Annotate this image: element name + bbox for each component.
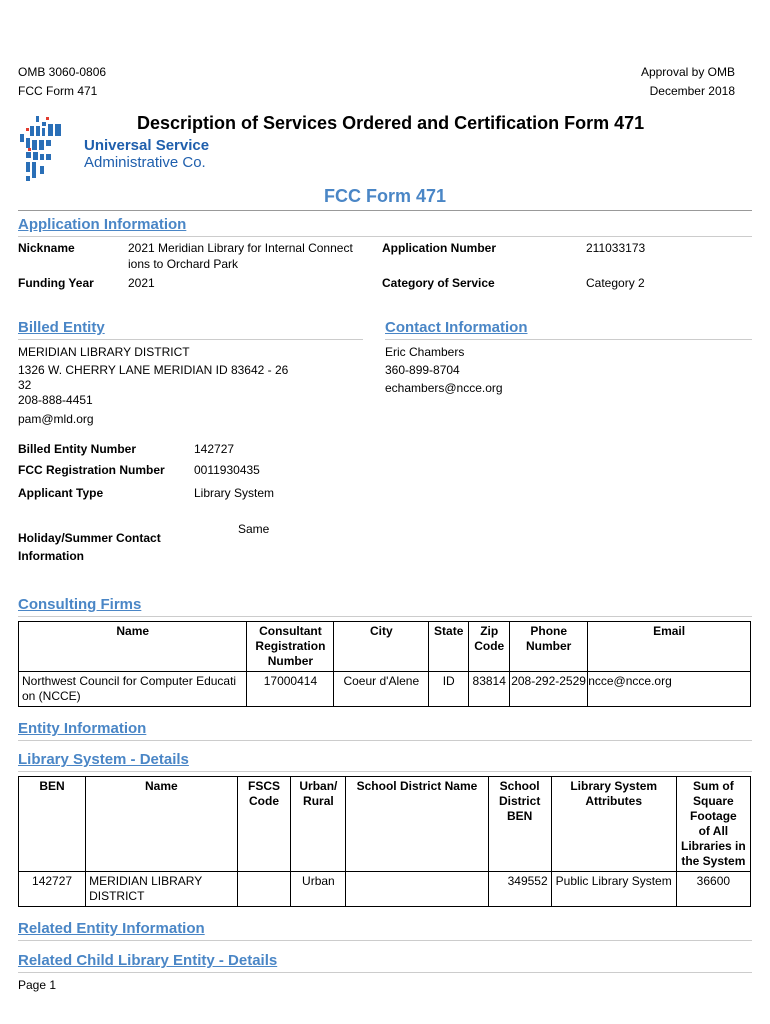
page-title: Description of Services Ordered and Certification Form 471 bbox=[137, 113, 645, 133]
col-urban-rural: Urban/ Rural bbox=[291, 777, 346, 872]
billed-entity-divider bbox=[18, 339, 363, 340]
funding-year-label: Funding Year bbox=[18, 276, 94, 290]
ben-value: 142727 bbox=[194, 442, 235, 456]
col-name: Name bbox=[19, 622, 247, 672]
col-ben: BEN bbox=[19, 777, 86, 872]
table-row bbox=[19, 872, 751, 907]
cell-phone: 208-292-2529 bbox=[510, 672, 588, 707]
cell-email: ncce@ncce.org bbox=[588, 672, 751, 707]
cell-library-name: MERIDIAN LIBRARY DISTRICT bbox=[86, 872, 237, 907]
application-heading: Application Information bbox=[18, 216, 187, 233]
col-school-district-name: School District Name bbox=[346, 777, 488, 872]
cell-zip: 83814 bbox=[469, 672, 510, 707]
col-phone: Phone Number bbox=[510, 622, 588, 672]
cell-name: Northwest Council for Computer Educati on (NCCE) bbox=[19, 672, 247, 707]
related-entity-heading: Related Entity Information bbox=[18, 920, 205, 937]
contact-email: echambers@ncce.org bbox=[385, 381, 503, 395]
billed-entity-name: MERIDIAN LIBRARY DISTRICT bbox=[18, 345, 190, 359]
entity-divider bbox=[18, 740, 752, 741]
col-city: City bbox=[334, 622, 429, 672]
billed-entity-email: pam@mld.org bbox=[18, 412, 94, 426]
nickname-value-l1: 2021 Meridian Library for Internal Connect bbox=[128, 241, 353, 255]
cell-square-footage: 36600 bbox=[676, 872, 750, 907]
ben-label: Billed Entity Number bbox=[18, 442, 137, 456]
holiday-contact-label-l1: Holiday/Summer Contact bbox=[18, 531, 161, 545]
library-system-divider bbox=[18, 771, 752, 772]
library-system-table bbox=[18, 776, 751, 907]
application-divider bbox=[18, 236, 752, 237]
cell-ben: 142727 bbox=[19, 872, 86, 907]
library-system-heading: Library System - Details bbox=[18, 751, 189, 768]
form-heading: FCC Form 471 bbox=[323, 186, 447, 206]
related-child-heading: Related Child Library Entity - Details bbox=[18, 952, 278, 969]
holiday-contact-value: Same bbox=[238, 522, 270, 536]
col-zip: Zip Code bbox=[469, 622, 510, 672]
funding-year-value: 2021 bbox=[128, 276, 155, 290]
col-fscs-code: FSCS Code bbox=[237, 777, 291, 872]
applicant-type-label: Applicant Type bbox=[18, 486, 104, 500]
billed-entity-address-l1: 1326 W. CHERRY LANE MERIDIAN ID 83642 - 26 bbox=[18, 363, 289, 377]
col-library-name: Name bbox=[86, 777, 237, 872]
billed-entity-heading: Billed Entity bbox=[18, 319, 105, 336]
nickname-label: Nickname bbox=[18, 241, 75, 255]
consulting-header-row bbox=[19, 622, 751, 672]
application-number-value: 211033173 bbox=[586, 241, 646, 255]
cell-city: Coeur d'Alene bbox=[334, 672, 429, 707]
related-entity-divider bbox=[18, 940, 752, 941]
entity-information-heading: Entity Information bbox=[18, 720, 147, 737]
cell-school-district-name bbox=[346, 872, 488, 907]
contact-heading: Contact Information bbox=[385, 319, 528, 336]
cell-school-district-ben: 349552 bbox=[488, 872, 551, 907]
col-state: State bbox=[429, 622, 469, 672]
fcc-registration-value: 0011930435 bbox=[194, 463, 260, 477]
table-row bbox=[19, 672, 751, 707]
omb-number: OMB 3060-0806 bbox=[18, 65, 107, 79]
logo-line1: Universal Service bbox=[84, 137, 210, 154]
billed-entity-address-l2: 32 bbox=[18, 378, 32, 392]
col-library-system-attributes: Library System Attributes bbox=[551, 777, 676, 872]
consulting-firms-table bbox=[18, 621, 751, 707]
cell-urban-rural: Urban bbox=[291, 872, 346, 907]
cell-fscs-code bbox=[237, 872, 291, 907]
holiday-contact-label-l2: Information bbox=[18, 549, 84, 563]
nickname-value-l2: ions to Orchard Park bbox=[128, 257, 239, 271]
usac-logo bbox=[14, 114, 82, 184]
approval-label: Approval by OMB bbox=[640, 65, 735, 79]
fcc-registration-label: FCC Registration Number bbox=[18, 463, 165, 477]
contact-phone: 360-899-8704 bbox=[385, 363, 460, 377]
application-number-label: Application Number bbox=[382, 241, 497, 255]
category-label: Category of Service bbox=[382, 276, 495, 290]
col-school-district-ben: School District BEN bbox=[488, 777, 551, 872]
logo-line2: Administrative Co. bbox=[84, 154, 206, 171]
billed-entity-phone: 208-888-4451 bbox=[18, 393, 93, 407]
col-consultant-registration: Consultant Registration Number bbox=[247, 622, 334, 672]
form-number: FCC Form 471 bbox=[18, 84, 98, 98]
applicant-type-value: Library System bbox=[194, 486, 275, 500]
usac-logo-mark-icon bbox=[14, 114, 82, 184]
contact-name: Eric Chambers bbox=[385, 345, 465, 359]
col-square-footage: Sum of Square Footage of All Libraries in the System bbox=[676, 777, 750, 872]
title-divider bbox=[18, 210, 752, 211]
consulting-divider bbox=[18, 616, 752, 617]
related-child-divider bbox=[18, 972, 752, 973]
consulting-firms-heading: Consulting Firms bbox=[18, 596, 142, 613]
cell-library-system-attributes: Public Library System bbox=[551, 872, 676, 907]
contact-divider bbox=[385, 339, 752, 340]
cell-consultant-registration: 17000414 bbox=[247, 672, 334, 707]
library-header-row bbox=[19, 777, 751, 872]
col-email: Email bbox=[588, 622, 751, 672]
page-number: Page 1 bbox=[18, 978, 57, 992]
cell-state: ID bbox=[429, 672, 469, 707]
approval-date: December 2018 bbox=[649, 84, 735, 98]
category-value: Category 2 bbox=[586, 276, 645, 290]
